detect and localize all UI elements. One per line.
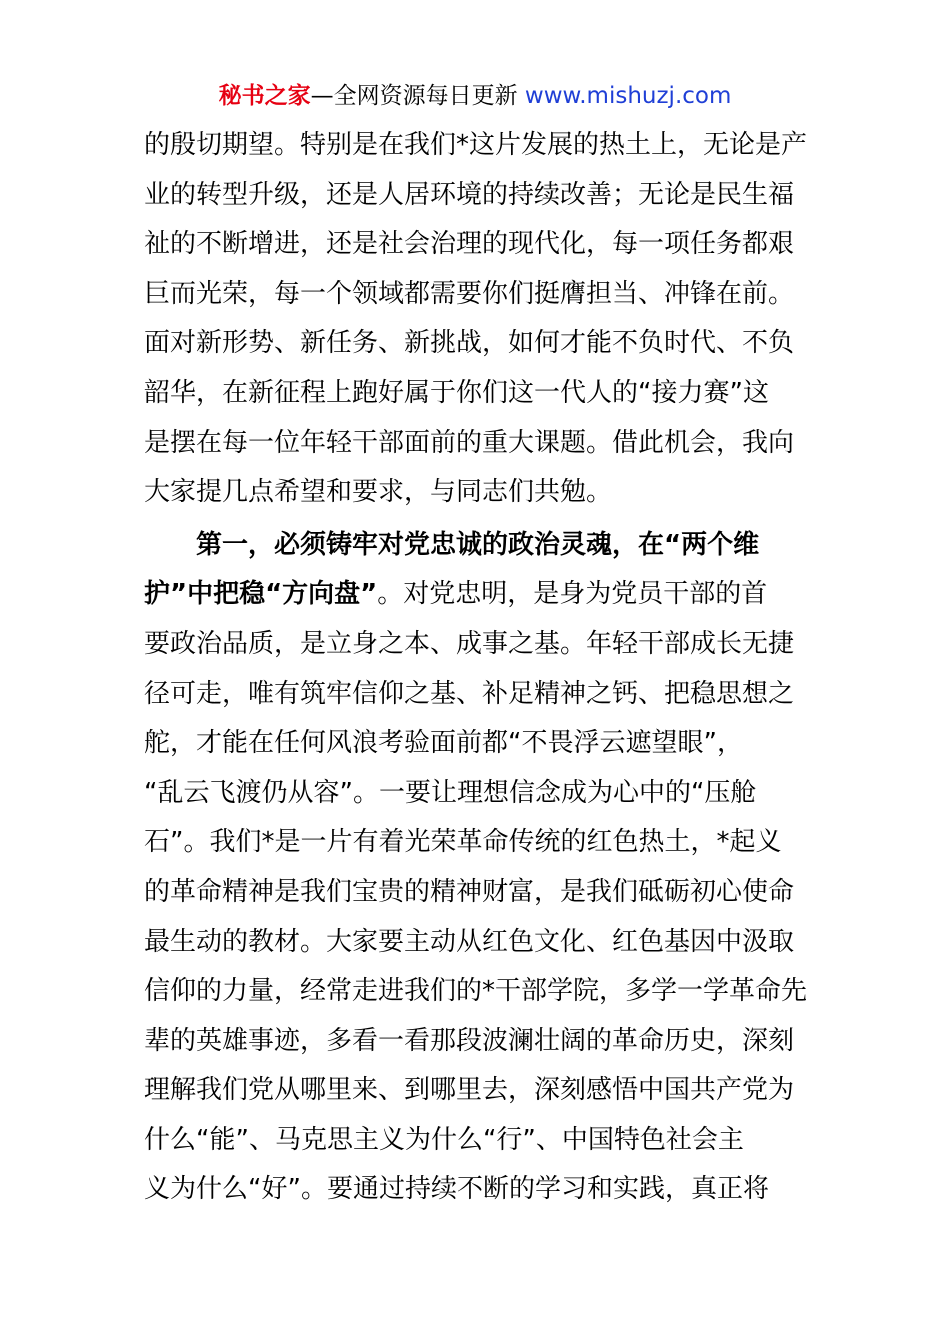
section-heading: 第一，必须铸牢对党忠诚的政治灵魂，在“两个维 [196,529,760,560]
text-line: 巨而光荣，每一个领域都需要你们挺膺担当、冲锋在前。 [144,278,795,309]
section-heading-cont: 护”中把稳“方向盘” [144,579,378,610]
brand-name: 秘书之家 [218,83,311,109]
text-line [144,570,814,620]
text-line: “乱云飞渡仍从容”。一要让理想信念成为心中的“压舱 [144,777,757,808]
paragraph-1 [144,121,814,518]
text-line: 义为什么“好”。要通过持续不断的学习和实践，真正将 [144,1174,769,1205]
text-line: 业的转型升级，还是人居环境的持续改善；无论是民生福 [144,179,795,210]
text-line: 韶华，在新征程上跑好属于你们这一代人的“接力赛”这 [144,377,769,408]
text-line: 石”。我们*是一片有着光荣革命传统的红色热土，*起义 [144,827,782,858]
text-line: 舵，才能在任何风浪考验面前都“不畏浮云遮望眼”， [144,728,743,759]
text-line: 祉的不断增进，还是社会治理的现代化，每一项任务都艰 [144,229,795,260]
document-body [144,121,814,1215]
text-line: 是摆在每一位年轻干部面前的重大课题。借此机会，我向 [144,427,795,458]
site-url: www.mishuzj.com [524,83,732,109]
text-line [144,521,814,571]
text-run: 。对党忠明，是身为党员干部的首 [377,579,768,610]
text-line: 信仰的力量，经常走进我们的*干部学院，多学一学革命先 [144,976,808,1007]
text-line: 的革命精神是我们宝贵的精神财富，是我们砥砺初心使命 [144,876,795,907]
text-line: 最生动的教材。大家要主动从红色文化、红色基因中汲取 [144,926,795,957]
paragraph-2 [144,521,814,1215]
text-line: 什么“能”、马克思主义为什么“行”、中国特色社会主 [144,1124,744,1155]
text-line: 理解我们党从哪里来、到哪里去，深刻感悟中国共产党为 [144,1075,795,1106]
text-line: 径可走，唯有筑牢信仰之基、补足精神之钙、把稳思想之 [144,678,795,709]
text-line: 的殷切期望。特别是在我们*这片发展的热土上，无论是产 [144,130,808,160]
text-line: 大家提几点希望和要求，与同志们共勉。 [144,477,613,508]
text-line: 面对新形势、新任务、新挑战，如何才能不负时代、不负 [144,328,795,359]
header-tagline: —全网资源每日更新 [310,83,518,109]
text-line: 要政治品质，是立身之本、成事之基。年轻干部成长无捷 [144,628,795,659]
text-line: 辈的英雄事迹，多看一看那段波澜壮阔的革命历史，深刻 [144,1025,795,1056]
site-header [0,80,950,112]
